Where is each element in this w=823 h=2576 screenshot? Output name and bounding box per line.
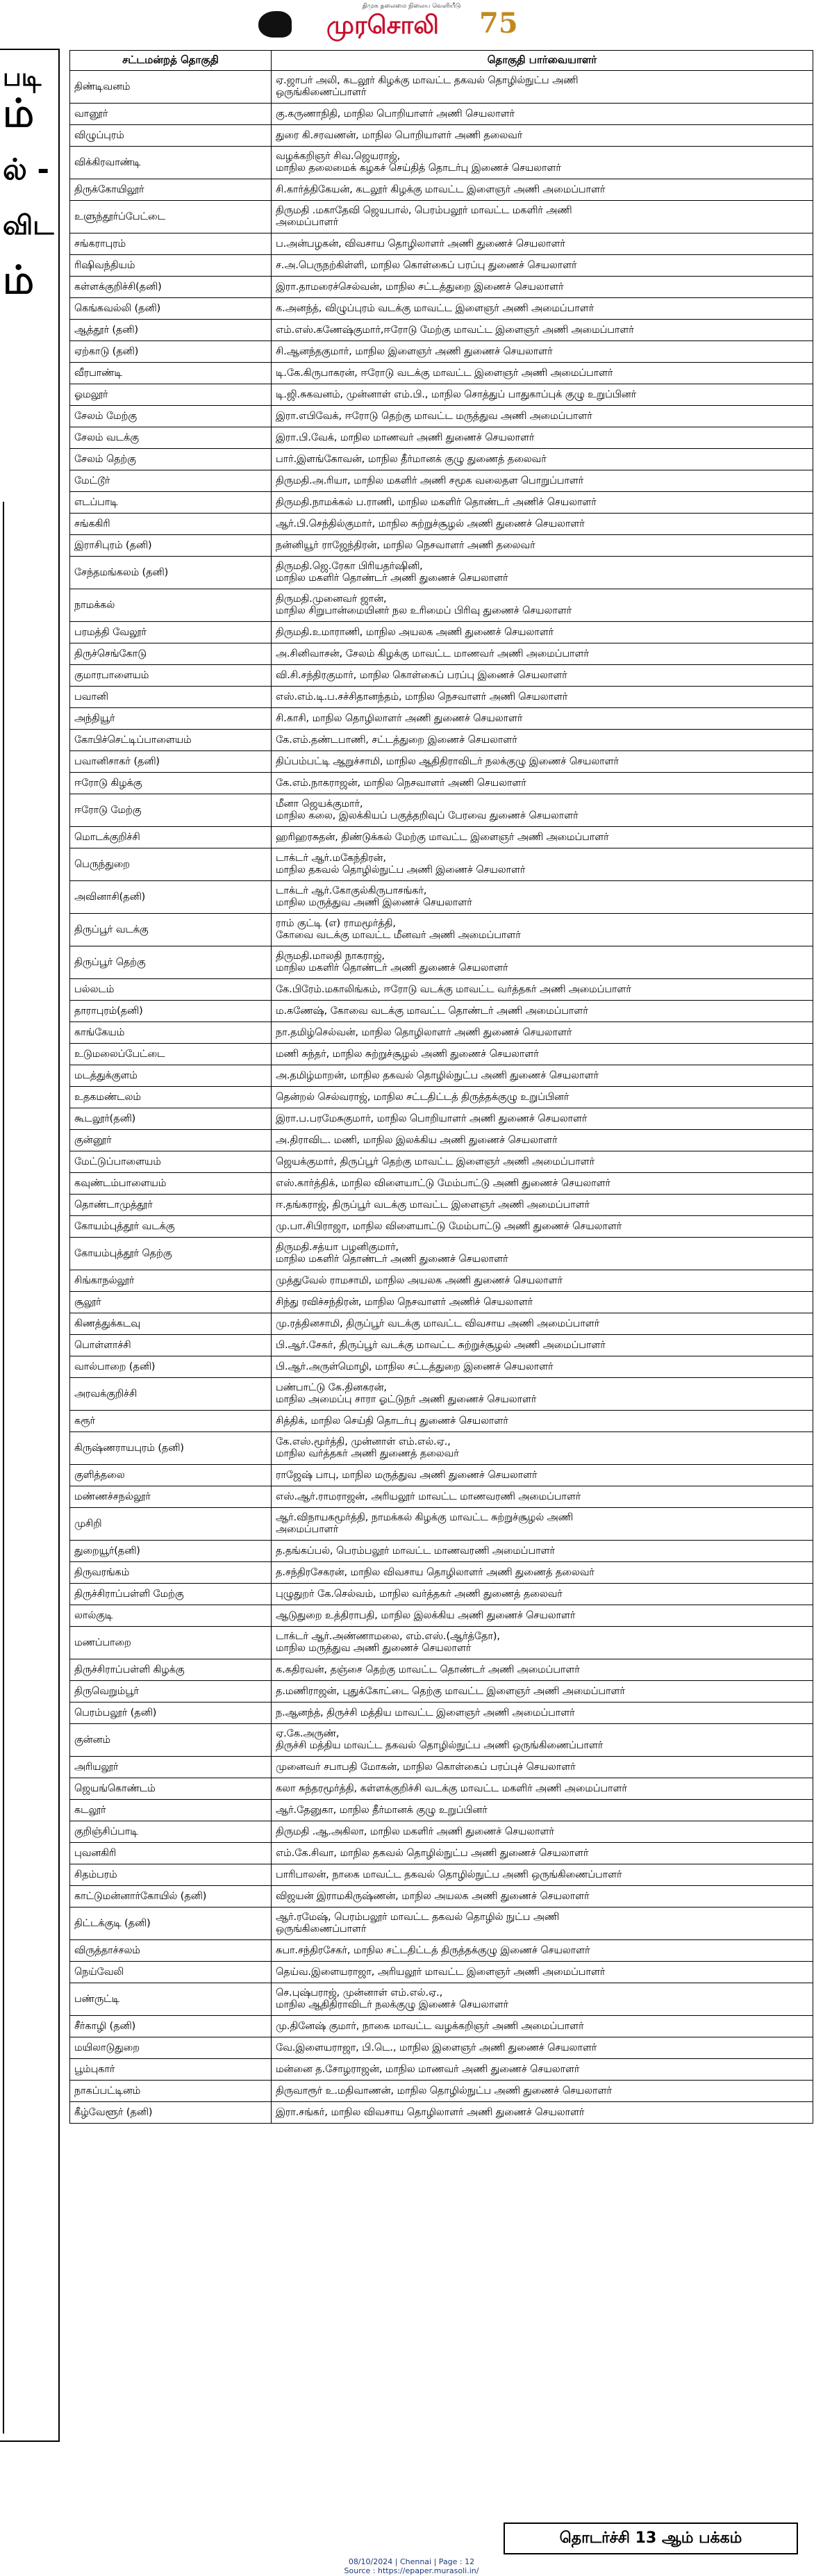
- constituency-cell: நாமக்கல்: [70, 589, 272, 622]
- table-row: [70, 1681, 813, 1703]
- table-row: [70, 255, 813, 277]
- constituency-cell: சேலம் வடக்கு: [70, 427, 272, 449]
- table-row: [70, 1724, 813, 1757]
- constituency-cell: திண்டிவனம்: [70, 71, 272, 104]
- observer-cell: டி.கே.கிருபாகரன், ஈரோடு வடக்கு மாவட்ட இளைஞர் அணி அமைப்பாளர்: [272, 363, 813, 384]
- table-row: [70, 535, 813, 557]
- observer-cell: தென்றல் செல்வராஜ், மாநில சட்டதிட்டத் திருத்தக்குழு உறுப்பினர்: [272, 1087, 813, 1108]
- table-row: [70, 914, 813, 946]
- newspaper-name: முரசொலி: [326, 10, 439, 40]
- constituency-cell: விக்கிரவாண்டி: [70, 147, 272, 179]
- observer-cell: திருமதி .மகாதேவி ஜெயபால், பெரம்பலூர் மாவட்ட மகளிர் அணி அமைப்பாளர்: [272, 201, 813, 233]
- constituency-cell: சேலம் மேற்கு: [70, 406, 272, 427]
- table-row: [70, 1486, 813, 1508]
- previous-column-fragment: [0, 49, 60, 2442]
- table-row: [70, 1151, 813, 1173]
- observer-cell: செ.புஷ்பராஜ், முன்னாள் எம்.எல்.ஏ., மாநில ஆதிதிராவிடர் நலக்குழு இணைச் செயலாளர்: [272, 1983, 813, 2016]
- constituency-cell: எடப்பாடி: [70, 492, 272, 514]
- observer-cell: மு.தினேஷ் குமார், நாகை மாவட்ட வழக்கறிஞர் அணி அமைப்பாளர்: [272, 2016, 813, 2037]
- table-row: [70, 1821, 813, 1843]
- table-row: [70, 201, 813, 233]
- constituency-cell: பொள்ளாச்சி: [70, 1335, 272, 1356]
- constituency-cell: மயிலாடுதுறை: [70, 2037, 272, 2059]
- table-row: [70, 946, 813, 979]
- observer-cell: த.தங்கப்பல், பெரம்பலூர் மாவட்ட மாணவரணி அமைப்பாளர்: [272, 1541, 813, 1562]
- observer-cell: கே.எம்.நாகராஜன், மாநில நெசவாளர் அணி செயலாளர்: [272, 773, 813, 794]
- observer-cell: ஹரிஹரசுதன், திண்டுக்கல் மேற்கு மாவட்ட இளைஞர் அணி அமைப்பாளர்: [272, 827, 813, 848]
- constituency-cell: மேட்டூர்: [70, 470, 272, 492]
- table-row: [70, 71, 813, 104]
- constituency-cell: பண்ருட்டி: [70, 1983, 272, 2016]
- table-row: [70, 470, 813, 492]
- constituency-cell: கள்ளக்குறிச்சி(தனி): [70, 277, 272, 298]
- observer-cell: நா.தமிழ்செல்வன், மாநில தொழிலாளர் அணி துணைச் செயலாளர்: [272, 1022, 813, 1044]
- constituency-cell: சங்ககிரி: [70, 514, 272, 535]
- observer-cell: திருவாரூர் உ.மதிவாணன், மாநில தொழில்நுட்ப அணி துணைச் செயலாளர்: [272, 2081, 813, 2102]
- constituency-cell: திருக்கோயிலூர்: [70, 179, 272, 201]
- table-row: [70, 622, 813, 643]
- table-row: [70, 665, 813, 687]
- table-row: [70, 277, 813, 298]
- table-row: [70, 1778, 813, 1800]
- table-row: [70, 449, 813, 470]
- table-row: [70, 320, 813, 341]
- constituency-cell: ஈரோடு மேற்கு: [70, 794, 272, 827]
- table-row: [70, 848, 813, 881]
- constituency-cell: வானூர்: [70, 104, 272, 125]
- heading-fragment: ம்: [3, 92, 35, 136]
- table-row: [70, 1627, 813, 1659]
- constituency-cell: கிணத்துக்கடவு: [70, 1313, 272, 1335]
- table-row: [70, 730, 813, 751]
- constituency-cell: வீரபாண்டி: [70, 363, 272, 384]
- constituency-cell: கவுண்டம்பாளையம்: [70, 1173, 272, 1195]
- observer-cell: பார்.இளங்கோவன், மாநில தீர்மானக் குழு துணைத் தலைவர்: [272, 449, 813, 470]
- constituency-cell: துறையூர்(தனி): [70, 1541, 272, 1562]
- table-row: [70, 1313, 813, 1335]
- observer-cell: திருமதி.முனைவர் ஜான், மாநில சிறுபான்மையினர் நல உரிமைப் பிரிவு துணைச் செயலாளர்: [272, 589, 813, 622]
- constituency-cell: திருவெறும்பூர்: [70, 1681, 272, 1703]
- observer-cell: க.கதிரவன், தஞ்சை தெற்கு மாவட்ட தொண்டர் அணி அமைப்பாளர்: [272, 1659, 813, 1681]
- observer-cell: எஸ்.எம்.டி.ப.சச்சிதானந்தம், மாநில நெசவாளர் அணி செயலாளர்: [272, 687, 813, 708]
- table-row: [70, 1962, 813, 1983]
- observer-cell: டாக்டர் ஆர்.கோகுல்கிருபாசங்கர், மாநில மருத்துவ அணி இணைச் செயலாளர்: [272, 881, 813, 914]
- constituency-cell: திருப்பூர் வடக்கு: [70, 914, 272, 946]
- table-row: [70, 1432, 813, 1465]
- constituency-cell: மடத்துக்குளம்: [70, 1065, 272, 1087]
- observer-cell: இரா.தாமரைச்செல்வன், மாநில சட்டத்துறை இணைச் செயலாளர்: [272, 277, 813, 298]
- observer-cell: மன்னை த.சோழராஜன், மாநில மாணவர் அணி துணைச் செயலாளர்: [272, 2059, 813, 2081]
- observer-cell: தெய்வ.இளையராஜா, அரியலூர் மாவட்ட இளைஞர் அணி அமைப்பாளர்: [272, 1962, 813, 1983]
- table-body: [70, 71, 813, 2124]
- table-row: [70, 2059, 813, 2081]
- table-row: [70, 1195, 813, 1216]
- constituency-cell: மொடக்குறிச்சி: [70, 827, 272, 848]
- table-row: [70, 979, 813, 1001]
- table-row: [70, 1378, 813, 1411]
- heading-fragment: ல் -: [3, 152, 49, 186]
- constituency-cell: சங்கராபுரம்: [70, 233, 272, 255]
- constituency-cell: பெரம்பலூர் (தனி): [70, 1703, 272, 1724]
- table-row: [70, 179, 813, 201]
- constituency-cell: இராசிபுரம் (தனி): [70, 535, 272, 557]
- constituency-cell: குறிஞ்சிப்பாடி: [70, 1821, 272, 1843]
- table-row: [70, 492, 813, 514]
- observer-cell: க.அனந்த், விழுப்புரம் வடக்கு மாவட்ட இளைஞர் அணி அமைப்பாளர்: [272, 298, 813, 320]
- observer-cell: விஜயன் இராமகிருஷ்ணன், மாநில அயலக அணி துணைச் செயலாளர்: [272, 1886, 813, 1908]
- observer-cell: திருமதி.அ.ரியா, மாநில மகளிர் அணி சமூக வலைதள பொறுப்பாளர்: [272, 470, 813, 492]
- table-row: [70, 643, 813, 665]
- table-row: [70, 1087, 813, 1108]
- constituency-cell: உதகமண்டலம்: [70, 1087, 272, 1108]
- table-row: [70, 589, 813, 622]
- observer-cell: சுபா.சந்திரசேகர், மாநில சட்டதிட்டத் திருத்தக்குழு இணைச் செயலாளர்: [272, 1940, 813, 1962]
- table-row: [70, 557, 813, 589]
- observer-cell: வே.இளையராஜா, பி.டெ., மாநில இளைஞர் அணி துணைச் செயலாளர்: [272, 2037, 813, 2059]
- observer-cell: எஸ்.ஆர்.ராமராஜன், அரியலூர் மாவட்ட மாணவரணி அமைப்பாளர்: [272, 1486, 813, 1508]
- observer-cell: திருமதி.மாலதி நாகராஜ், மாநில மகளிர் தொண்டர் அணி துணைச் செயலாளர்: [272, 946, 813, 979]
- observer-cell: கே.எம்.தண்டபாணி, சட்டத்துறை இணைச் செயலாளர்: [272, 730, 813, 751]
- observer-cell: பி.ஆர்.சேகர், திருப்பூர் வடக்கு மாவட்ட சுற்றுச்சூழல் அணி அமைப்பாளர்: [272, 1335, 813, 1356]
- table-row: [70, 125, 813, 147]
- constituency-cell: மண்ணச்சநல்லூர்: [70, 1486, 272, 1508]
- observer-cell: ஆர்.விநாயகமூர்த்தி, நாமக்கல் கிழக்கு மாவட்ட சுற்றுச்சூழல் அணி அமைப்பாளர்: [272, 1508, 813, 1541]
- observer-cell: சி.ஆனந்தகுமார், மாநில இளைஞர் அணி துணைச் செயலாளர்: [272, 341, 813, 363]
- constituency-cell: பல்லடம்: [70, 979, 272, 1001]
- observer-cell: இரா.பி.வேக், மாநில மாணவர் அணி துணைச் செயலாளர்: [272, 427, 813, 449]
- observer-cell: பாரிபாலன், நாகை மாவட்ட தகவல் தொழில்நுட்ப அணி ஒருங்கிணைப்பாளர்: [272, 1864, 813, 1886]
- observer-cell: திருமதி.ஜெ.ரேகா பிரியதர்ஷினி, மாநில மகளிர் தொண்டர் அணி துணைச் செயலாளர்: [272, 557, 813, 589]
- observer-cell: வழக்கறிஞர் சிவ.ஜெயராஜ், மாநில தலைமைக் கழகச் செய்தித் தொடர்பு இணைச் செயலாளர்: [272, 147, 813, 179]
- constituency-cell: குன்னம்: [70, 1724, 272, 1757]
- table-row: [70, 1908, 813, 1940]
- anniversary-badge: 75: [479, 7, 518, 40]
- constituency-cell: புவனகிரி: [70, 1843, 272, 1864]
- table-row: [70, 2081, 813, 2102]
- constituency-cell: அவினாசி(தனி): [70, 881, 272, 914]
- constituency-cell: உடுமலைப்பேட்டை: [70, 1044, 272, 1065]
- constituency-cell: அரியலூர்: [70, 1757, 272, 1778]
- table-row: [70, 1216, 813, 1238]
- constituency-cell: பவானி: [70, 687, 272, 708]
- observer-cell: டாக்டர் ஆர்.மகேந்திரன், மாநில தகவல் தொழில்நுட்ப அணி இணைச் செயலாளர்: [272, 848, 813, 881]
- constituency-cell: முசிறி: [70, 1508, 272, 1541]
- observer-cell: பண்பாட்டு கே.தினகரன், மாநில அமைப்பு சாரா ஓட்டுநர் அணி துணைச் செயலாளர்: [272, 1378, 813, 1411]
- constituency-cell: திருச்சிராப்பள்ளி மேற்கு: [70, 1584, 272, 1605]
- header-observer: தொகுதி பார்வையாளர்: [272, 51, 813, 71]
- constituency-cell: நாகப்பட்டினம்: [70, 2081, 272, 2102]
- observer-cell: ஆடுதுறை உத்திராபதி, மாநில இலக்கிய அணி துணைச் செயலாளர்: [272, 1605, 813, 1627]
- table-row: [70, 1411, 813, 1432]
- table-row: [70, 104, 813, 125]
- observer-cell: எம்.கே.சிவா, மாநில தகவல் தொழில்நுட்ப அணி துணைச் செயலாளர்: [272, 1843, 813, 1864]
- observer-cell: முனைவர் சபாபதி மோகன், மாநில கொள்கைப் பரப்புச் செயலாளர்: [272, 1757, 813, 1778]
- table-row: [70, 1065, 813, 1087]
- constituency-cell: அந்தியூர்: [70, 708, 272, 730]
- observer-cell: மு.பா.சிபிராஜா, மாநில விளையாட்டு மேம்பாட்டு அணி துணைச் செயலாளர்: [272, 1216, 813, 1238]
- table-row: [70, 1703, 813, 1724]
- observer-cell: சித்திக், மாநில செய்தி தொடர்பு துணைச் செயலாளர்: [272, 1411, 813, 1432]
- observer-cell: சிந்து ரவிச்சந்திரன், மாநில நெசவாளர் அணிச் செயலாளர்: [272, 1292, 813, 1313]
- previous-column-box: [3, 502, 56, 2434]
- constituency-cell: ஓமலூர்: [70, 384, 272, 406]
- footer-source: Source : https://epaper.murasoli.in/: [344, 2566, 479, 2575]
- table-row: [70, 1864, 813, 1886]
- table-header-row: [70, 51, 813, 71]
- observer-cell: ஆர்.ரமேஷ், பெரம்பலூர் மாவட்ட தகவல் தொழில் நுட்ப அணி ஒருங்கிணைப்பாளர்: [272, 1908, 813, 1940]
- observer-cell: துரை கி.சரவணன், மாநில பொறியாளர் அணி தலைவர்: [272, 125, 813, 147]
- table-row: [70, 2037, 813, 2059]
- observer-cell: வி.சி.சந்திரகுமார், மாநில கொள்கைப் பரப்பு இணைச் செயலாளர்: [272, 665, 813, 687]
- table-row: [70, 1465, 813, 1486]
- constituency-cell: ஏற்காடு (தனி): [70, 341, 272, 363]
- table-row: [70, 341, 813, 363]
- table-row: [70, 1108, 813, 1130]
- page-footer: [0, 2557, 823, 2575]
- constituency-cell: உளுந்தூர்ப்பேட்டை: [70, 201, 272, 233]
- observer-cell: சி.காசி, மாநில தொழிலாளர் அணி துணைச் செயலாளர்: [272, 708, 813, 730]
- constituency-cell: வால்பாறை (தனி): [70, 1356, 272, 1378]
- table-row: [70, 1270, 813, 1292]
- table-row: [70, 1335, 813, 1356]
- table-row: [70, 1843, 813, 1864]
- table-row: [70, 794, 813, 827]
- observer-cell: ராம் குட்டி (எ) ராமமூர்த்தி, கோவை வடக்கு மாவட்ட மீனவர் அணி அமைப்பாளர்: [272, 914, 813, 946]
- constituency-cell: அரவக்குறிச்சி: [70, 1378, 272, 1411]
- table-row: [70, 2016, 813, 2037]
- observer-cell: மணி சுந்தர், மாநில சுற்றுச்சூழல் அணி துணைச் செயலாளர்: [272, 1044, 813, 1065]
- observer-cell: கே.எஸ்.மூர்த்தி, முன்னாள் எம்.எல்.ஏ., மாநில வர்த்தகர் அணி துணைத் தலைவர்: [272, 1432, 813, 1465]
- constituency-cell: கீழ்வேளூர் (தனி): [70, 2102, 272, 2124]
- table-row: [70, 2102, 813, 2124]
- table-row: [70, 1001, 813, 1022]
- table-row: [70, 1757, 813, 1778]
- constituency-cell: குளித்தலை: [70, 1465, 272, 1486]
- constituency-cell: திருச்சிராப்பள்ளி கிழக்கு: [70, 1659, 272, 1681]
- observer-cell: நன்னியூர் ராஜேந்திரன், மாநில நெசவாளர் அணி தலைவர்: [272, 535, 813, 557]
- table-row: [70, 1238, 813, 1270]
- observer-cell: ஏ.ஜாபர் அலி, கடலூர் கிழக்கு மாவட்ட தகவல் தொழில்நுட்ப அணி ஒருங்கிணைப்பாளர்: [272, 71, 813, 104]
- constituency-cell: ஆத்தூர் (தனி): [70, 320, 272, 341]
- observer-cell: திருமதி .ஆ.அகிலா, மாநில மகளிர் அணி துணைச் செயலாளர்: [272, 1821, 813, 1843]
- constituency-cell: தொண்டாமுத்தூர்: [70, 1195, 272, 1216]
- observer-cell: திருமதி.சத்யா பழனிகுமார், மாநில மகளிர் தொண்டர் அணி துணைச் செயலாளர்: [272, 1238, 813, 1270]
- observer-cell: மு.ரத்தினசாமி, திருப்பூர் வடக்கு மாவட்ட விவசாய அணி அமைப்பாளர்: [272, 1313, 813, 1335]
- constituency-cell: திருவரங்கம்: [70, 1562, 272, 1584]
- observer-cell: ம.கணேஷ், கோவை வடக்கு மாவட்ட தொண்டர் அணி அமைப்பாளர்: [272, 1001, 813, 1022]
- constituency-cell: சேலம் தெற்கு: [70, 449, 272, 470]
- observer-cell: புழுதுறர் கே.செல்வம், மாநில வர்த்தகர் அணி துணைத் தலைவர்: [272, 1584, 813, 1605]
- observer-cell: த.சந்திரசேகரன், மாநில விவசாய தொழிலாளர் அணி துணைத் தலைவர்: [272, 1562, 813, 1584]
- table-row: [70, 1659, 813, 1681]
- table-row: [70, 827, 813, 848]
- observer-cell: ந.ஆனந்த், திருச்சி மத்திய மாவட்ட இளைஞர் அணி அமைப்பாளர்: [272, 1703, 813, 1724]
- observer-cell: ச.அ.பெருநற்கிள்ளி, மாநில கொள்கைப் பரப்பு துணைச் செயலாளர்: [272, 255, 813, 277]
- constituency-cell: லால்குடி: [70, 1605, 272, 1627]
- constituency-cell: மணப்பாறை: [70, 1627, 272, 1659]
- table-row: [70, 1356, 813, 1378]
- observer-cell: திருமதி.நாமக்கல் ப.ராணி, மாநில மகளிர் தொண்டர் அணிச் செயலாளர்: [272, 492, 813, 514]
- observer-cell: ப.அன்பழகன், விவசாய தொழிலாளர் அணி துணைச் செயலாளர்: [272, 233, 813, 255]
- constituency-cell: விழுப்புரம்: [70, 125, 272, 147]
- constituency-cell: விருத்தாச்சலம்: [70, 1940, 272, 1962]
- observer-cell: ஈ.தங்கராஜ், திருப்பூர் வடக்கு மாவட்ட இளைஞர் அணி அமைப்பாளர்: [272, 1195, 813, 1216]
- constituency-cell: குமாரபாளையம்: [70, 665, 272, 687]
- observer-cell: எஸ்.கார்த்திக், மாநில விளையாட்டு மேம்பாட்டு அணி துணைச் செயலாளர்: [272, 1173, 813, 1195]
- heading-fragment: விட: [3, 210, 54, 240]
- observer-cell: டாக்டர் ஆர்.அண்ணாமலை, எம்.எஸ்.(ஆர்த்தோ), மாநில மருத்துவ அணி துணைச் செயலாளர்: [272, 1627, 813, 1659]
- constituency-cell: கோயம்புத்தூர் தெற்கு: [70, 1238, 272, 1270]
- observer-cell: அ.திராவிட. மணி, மாநில இலக்கிய அணி துணைச் செயலாளர்: [272, 1130, 813, 1151]
- heading-fragment: படி: [3, 63, 42, 92]
- table-row: [70, 1044, 813, 1065]
- table-row: [70, 881, 813, 914]
- observer-cell: ஆர்.தேனுகா, மாநில தீர்மானக் குழு உறுப்பினர்: [272, 1800, 813, 1821]
- constituency-cell: கிருஷ்ணராயபுரம் (தனி): [70, 1432, 272, 1465]
- bull-emblem-icon: [258, 11, 292, 38]
- constituency-cell: குன்னூர்: [70, 1130, 272, 1151]
- observer-cell: எம்.எஸ்.கணேஷ்குமார்,ஈரோடு மேற்கு மாவட்ட இளைஞர் அணி அமைப்பாளர்: [272, 320, 813, 341]
- observer-cell: ஆர்.பி.செந்தில்குமார், மாநில சுற்றுச்சூழல் அணி துணைச் செயலாளர்: [272, 514, 813, 535]
- constituency-cell: கோயம்புத்தூர் வடக்கு: [70, 1216, 272, 1238]
- observer-cell: இரா.எபிவேக், ஈரோடு தெற்கு மாவட்ட மருத்துவ அணி அமைப்பாளர்: [272, 406, 813, 427]
- table-row: [70, 1940, 813, 1962]
- observer-cell: பி.ஆர்.அருள்மொழி, மாநில சட்டத்துறை இணைச் செயலாளர்: [272, 1356, 813, 1378]
- observer-cell: மீனா ஜெயக்குமார், மாநில கலை, இலக்கியப் பகுத்தறிவுப் பேரவை துணைச் செயலாளர்: [272, 794, 813, 827]
- table-row: [70, 147, 813, 179]
- table-row: [70, 1800, 813, 1821]
- table-row: [70, 1541, 813, 1562]
- observer-cell: அ.தமிழ்மாறன், மாநில தகவல் தொழில்நுட்ப அணி துணைச் செயலாளர்: [272, 1065, 813, 1087]
- constituency-cell: திருச்செங்கோடு: [70, 643, 272, 665]
- constituency-cell: சேந்தமங்கலம் (தனி): [70, 557, 272, 589]
- constituency-cell: பூம்புகார்: [70, 2059, 272, 2081]
- observer-cell: டி.ஜி.சுகவனம், முன்னாள் எம்.பி., மாநில சொத்துப் பாதுகாப்புக் குழு உறுப்பினர்: [272, 384, 813, 406]
- table-row: [70, 1508, 813, 1541]
- constituency-cell: ஜெயங்கொண்டம்: [70, 1778, 272, 1800]
- table-row: [70, 1886, 813, 1908]
- table-row: [70, 233, 813, 255]
- constituency-cell: திட்டக்குடி (தனி): [70, 1908, 272, 1940]
- constituency-cell: ரிஷிவந்தியம்: [70, 255, 272, 277]
- constituency-cell: கரூர்: [70, 1411, 272, 1432]
- constituency-cell: கூடலூர்(தனி): [70, 1108, 272, 1130]
- table-row: [70, 427, 813, 449]
- table-row: [70, 1584, 813, 1605]
- table-row: [70, 687, 813, 708]
- table-row: [70, 514, 813, 535]
- constituency-cell: சீர்காழி (தனி): [70, 2016, 272, 2037]
- observer-cell: ஜெயக்குமார், திருப்பூர் தெற்கு மாவட்ட இளைஞர் அணி அமைப்பாளர்: [272, 1151, 813, 1173]
- observer-cell: இரா.ப.பரமேசுகுமார், மாநில பொறியாளர் அணி துணைச் செயலாளர்: [272, 1108, 813, 1130]
- observer-cell: இரா.சங்கர், மாநில விவசாய தொழிலாளர் அணி துணைச் செயலாளர்: [272, 2102, 813, 2124]
- observer-cell: த.மணிராஜன், புதுக்கோட்டை தெற்கு மாவட்ட இளைஞர் அணி அமைப்பாளர்: [272, 1681, 813, 1703]
- table-row: [70, 384, 813, 406]
- constituency-cell: கடலூர்: [70, 1800, 272, 1821]
- constituency-cell: பவானிசாகர் (தனி): [70, 751, 272, 773]
- table-row: [70, 773, 813, 794]
- table-row: [70, 406, 813, 427]
- constituency-cell: மேட்டுப்பாளையம்: [70, 1151, 272, 1173]
- newspaper-logo: [257, 3, 566, 40]
- constituency-cell: ஈரோடு கிழக்கு: [70, 773, 272, 794]
- constituency-cell: கெங்கவல்லி (தனி): [70, 298, 272, 320]
- observer-cell: முத்துவேல் ராமசாமி, மாநில அயலக அணி துணைச் செயலாளர்: [272, 1270, 813, 1292]
- observer-cell: கு.கருணாநிதி, மாநில பொறியாளர் அணி செயலாளர்: [272, 104, 813, 125]
- observer-cell: ஏ.கே.அருண், திருச்சி மத்திய மாவட்ட தகவல் தொழில்நுட்ப அணி ஒருங்கிணைப்பாளர்: [272, 1724, 813, 1757]
- constituency-cell: திருப்பூர் தெற்கு: [70, 946, 272, 979]
- constituency-cell: சிதம்பரம்: [70, 1864, 272, 1886]
- logo-tagline: திமுக தலைமை நிலைய வெளியீடு: [362, 3, 461, 10]
- constituency-cell: சூலூர்: [70, 1292, 272, 1313]
- constituency-cell: காங்கேயம்: [70, 1022, 272, 1044]
- observer-cell: திருமதி.உமாராணி, மாநில அயலக அணி துணைச் செயலாளர்: [272, 622, 813, 643]
- constituency-cell: பரமத்தி வேலூர்: [70, 622, 272, 643]
- table-row: [70, 1983, 813, 2016]
- constituency-cell: கோபிச்செட்டிப்பாளையம்: [70, 730, 272, 751]
- table-row: [70, 363, 813, 384]
- table-row: [70, 1605, 813, 1627]
- constituency-observer-table-wrap: [69, 50, 813, 2124]
- observer-cell: கே.பிரேம்.மகாலிங்கம், ஈரோடு வடக்கு மாவட்ட வர்த்தகர் அணி அமைப்பாளர்: [272, 979, 813, 1001]
- observer-cell: சி.கார்த்திகேயன், கடலூர் கிழக்கு மாவட்ட இளைஞர் அணி அமைப்பாளர்: [272, 179, 813, 201]
- constituency-cell: காட்டுமன்னார்கோயில் (தனி): [70, 1886, 272, 1908]
- table-row: [70, 751, 813, 773]
- table-row: [70, 1173, 813, 1195]
- constituency-cell: தாராபுரம்(தனி): [70, 1001, 272, 1022]
- continuation-notice: தொடர்ச்சி 13 ஆம் பக்கம்: [504, 2522, 798, 2554]
- table-row: [70, 708, 813, 730]
- table-row: [70, 1130, 813, 1151]
- constituency-observer-table: [69, 50, 813, 2124]
- constituency-cell: நெய்வேலி: [70, 1962, 272, 1983]
- table-row: [70, 1292, 813, 1313]
- footer-date-page: 08/10/2024 | Chennai | Page : 12: [348, 2557, 475, 2566]
- constituency-cell: பெருந்துறை: [70, 848, 272, 881]
- table-row: [70, 1022, 813, 1044]
- observer-cell: திப்பம்பட்டி ஆறுச்சாமி, மாநில ஆதிதிராவிடர் நலக்குழு இணைச் செயலாளர்: [272, 751, 813, 773]
- heading-fragment: ம்: [3, 259, 35, 303]
- masthead: [0, 0, 823, 43]
- table-row: [70, 1562, 813, 1584]
- observer-cell: அ.சினிவாசன், சேலம் கிழக்கு மாவட்ட மாணவர் அணி அமைப்பாளர்: [272, 643, 813, 665]
- observer-cell: கலா சுந்தரமூர்த்தி, கள்ளக்குறிச்சி வடக்கு மாவட்ட மகளிர் அணி அமைப்பாளர்: [272, 1778, 813, 1800]
- header-constituency: சட்டமன்றத் தொகுதி: [70, 51, 272, 71]
- table-row: [70, 298, 813, 320]
- observer-cell: ராஜேஷ் பாபு, மாநில மருத்துவ அணி துணைச் செயலாளர்: [272, 1465, 813, 1486]
- constituency-cell: சிங்காநல்லூர்: [70, 1270, 272, 1292]
